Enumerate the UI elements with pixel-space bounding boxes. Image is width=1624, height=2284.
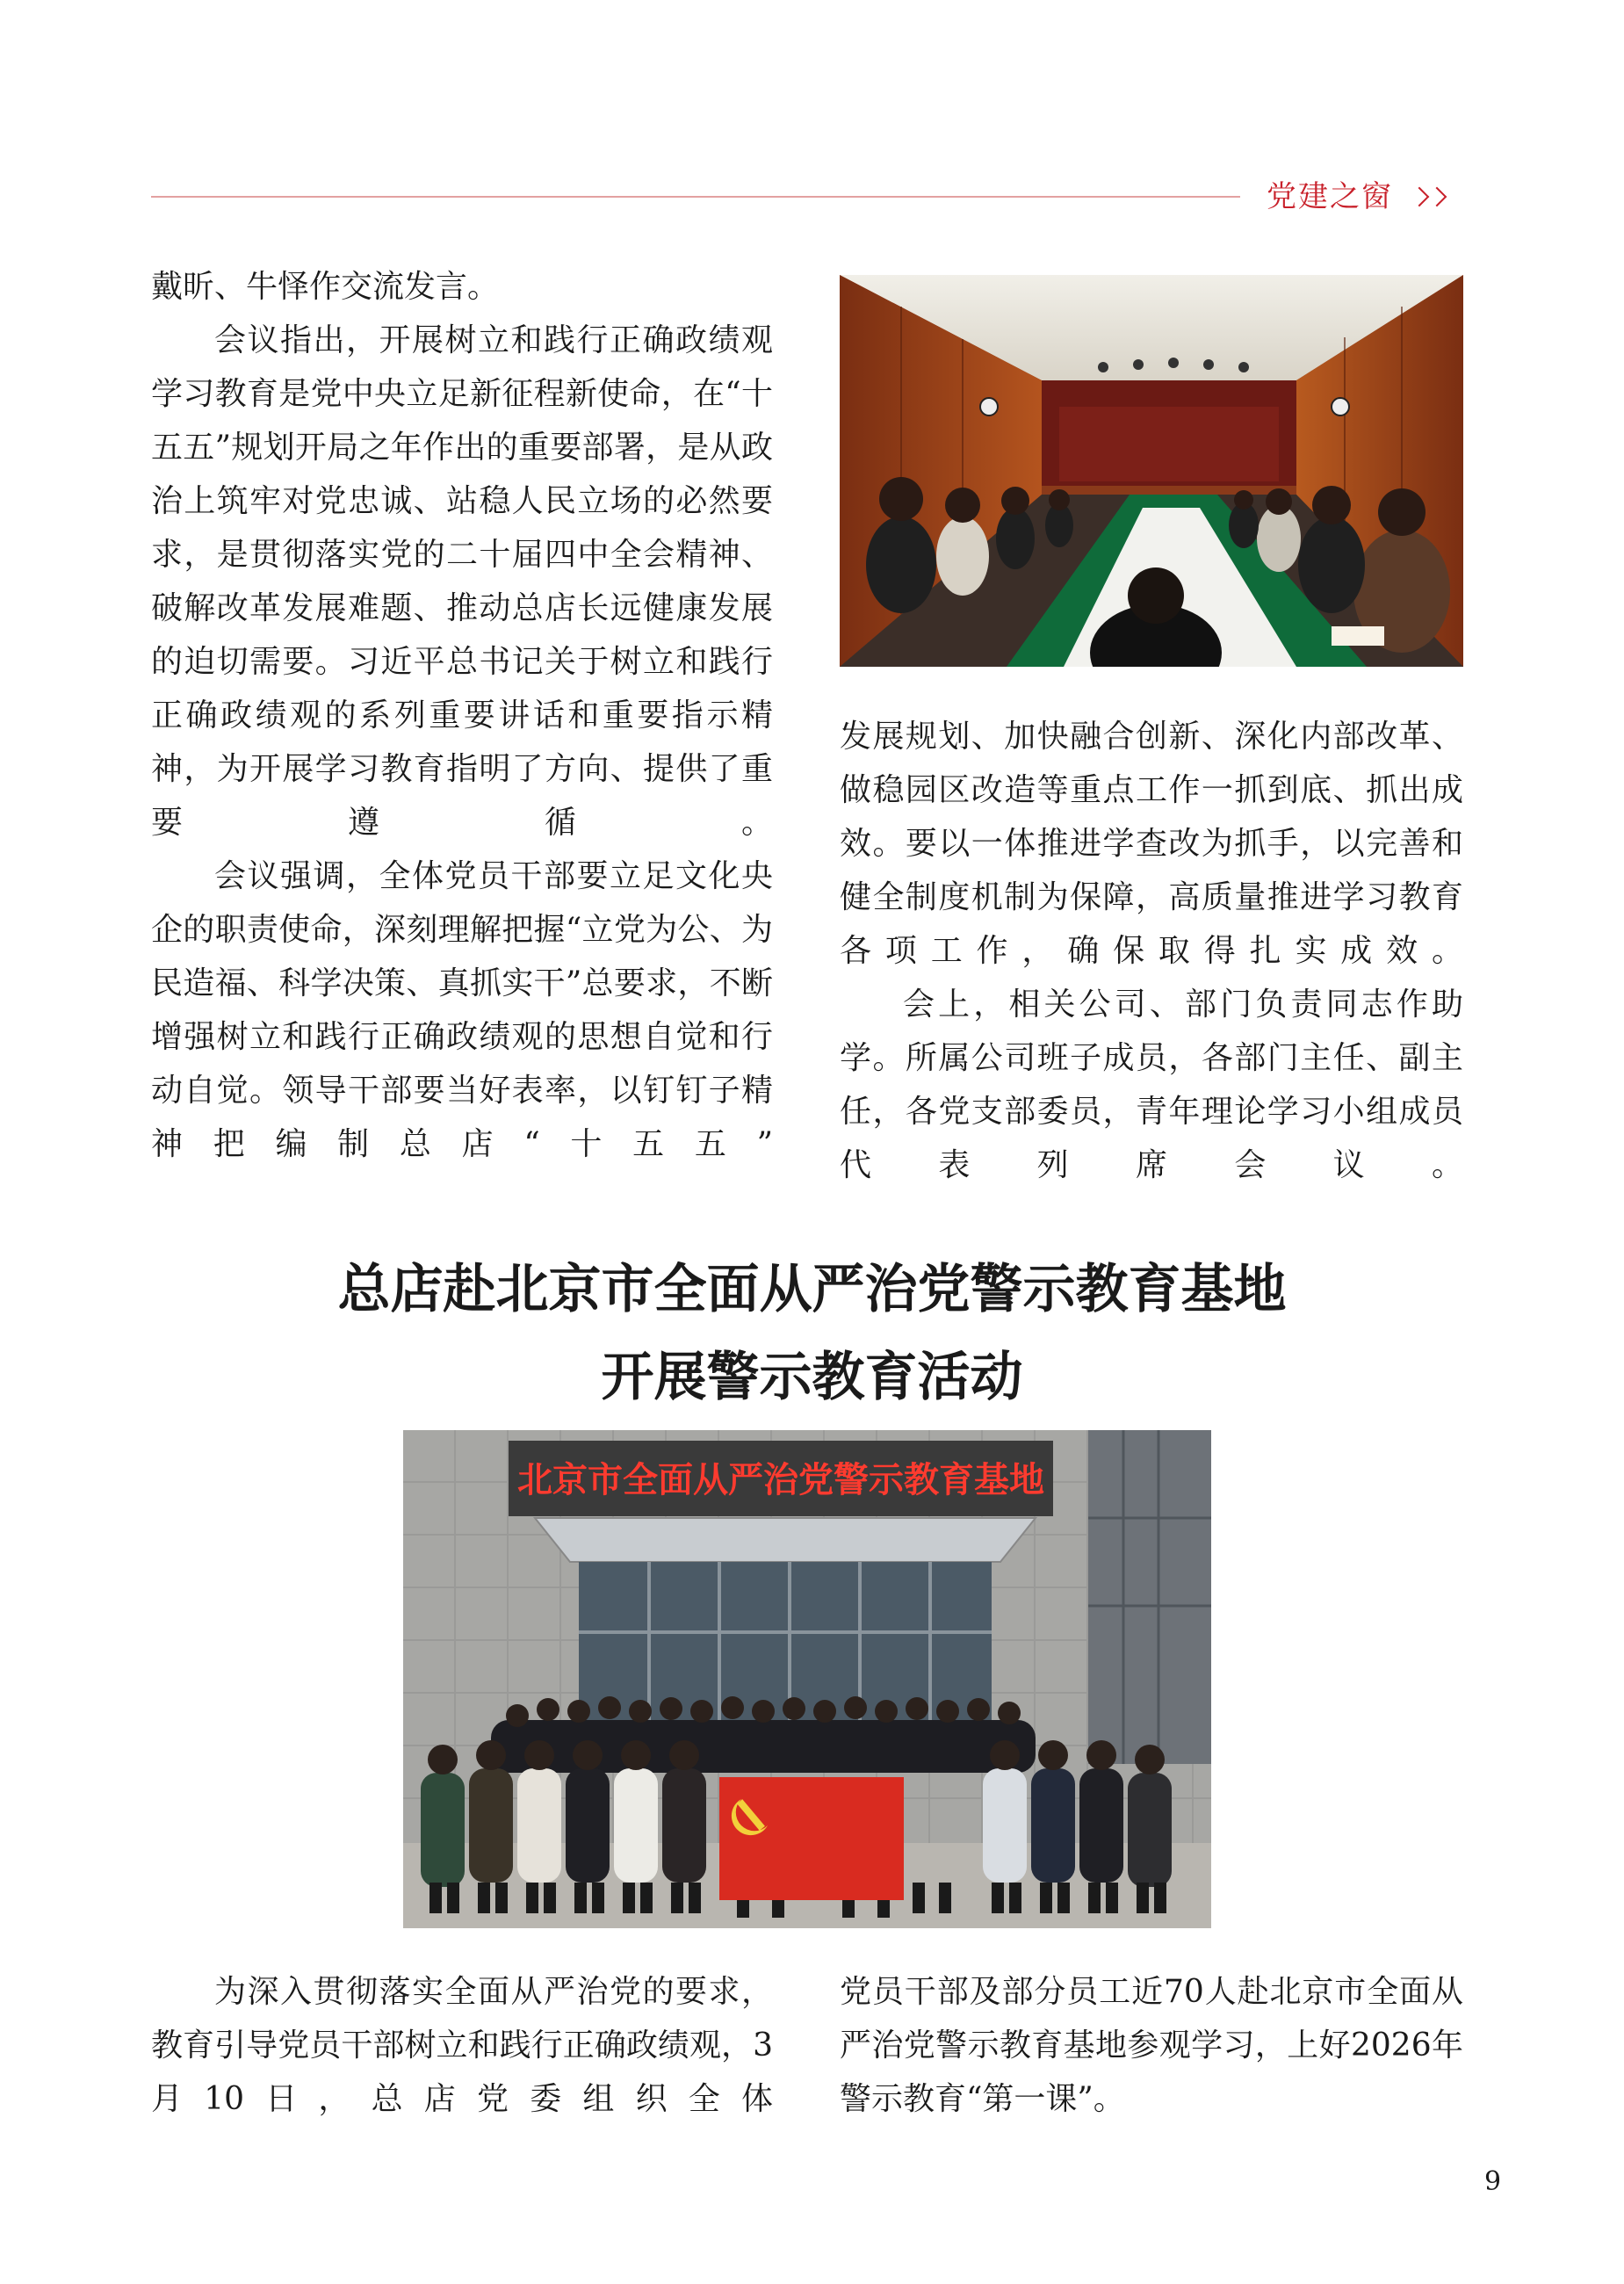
article2-paragraph: 党员干部及部分员工近70人赴北京市全面从严治党警示教育基地参观学习，上好2026年警示教育“第一课”。 (840, 1974, 1463, 2117)
article1-paragraph: 会议强调，全体党员干部要立足文化央企的职责使命，深刻理解把握“立党为公、为民造福、科学决策、真抓实干”总要求，不断增强树立和践行正确政绩观的思想自觉和行动自觉。领导干部要当好表率，以钉钉子精神把编制总店“十五五” (151, 858, 773, 1162)
article2-paragraph: 为深入贯彻落实全面从严治党的要求，教育引导党员干部树立和践行正确政绩观，3月10日，总店党委组织全体 (151, 1974, 773, 2117)
article1-paragraph: 会议指出，开展树立和践行正确政绩观学习教育是党中央立足新征程新使命，在“十五五”规划开局之年作出的重要部署，是从政治上筑牢对党忠诚、站稳人民立场的必然要求，是贯彻落实党的二十届四中全会精神、破解改革发展难题、推动总店长远健康发展的迫切需要。习近平总书记关于树立和践行正确政绩观的系列重要讲话和重要指示精神，为开展学习教育指明了方向、提供了重要遵循。 (151, 322, 773, 841)
article2-left-column (151, 1965, 773, 2126)
page-number: 9 (1484, 2166, 1502, 2197)
article1-paragraph: 会上，相关公司、部门负责同志作助学。所属公司班子成员，各部门主任、副主任，各党支部委员，青年理论学习小组成员代表列席会议。 (840, 987, 1463, 1183)
article1-left-column (151, 260, 773, 1171)
meeting-photo (840, 275, 1463, 667)
section-title-text: 党建之窗 (1267, 179, 1393, 214)
photo-sign-text: 北京市全面从严治党警示教育基地 (517, 1460, 1044, 1500)
article2-title (0, 1246, 1624, 1421)
header-rule (151, 196, 1240, 198)
article2-title-line: 开展警示教育活动 (601, 1347, 1023, 1408)
section-title (1267, 172, 1444, 215)
article2-title-line: 总店赴北京市全面从严治党警示教育基地 (337, 1259, 1287, 1320)
chevron-right-icon (1427, 187, 1447, 207)
article2-right-column (840, 1965, 1463, 2126)
group-photo (403, 1430, 1211, 1928)
article1-paragraph: 发展规划、加快融合创新、深化内部改革、做稳园区改造等重点工作一抓到底、抓出成效。要以一体推进学查改为抓手，以完善和健全制度机制为保障，高质量推进学习教育各项工作，确保取得扎实成效。 (840, 719, 1463, 969)
article1-paragraph: 戴昕、牛怿作交流发言。 (151, 269, 500, 305)
article1-right-column (840, 710, 1463, 1192)
